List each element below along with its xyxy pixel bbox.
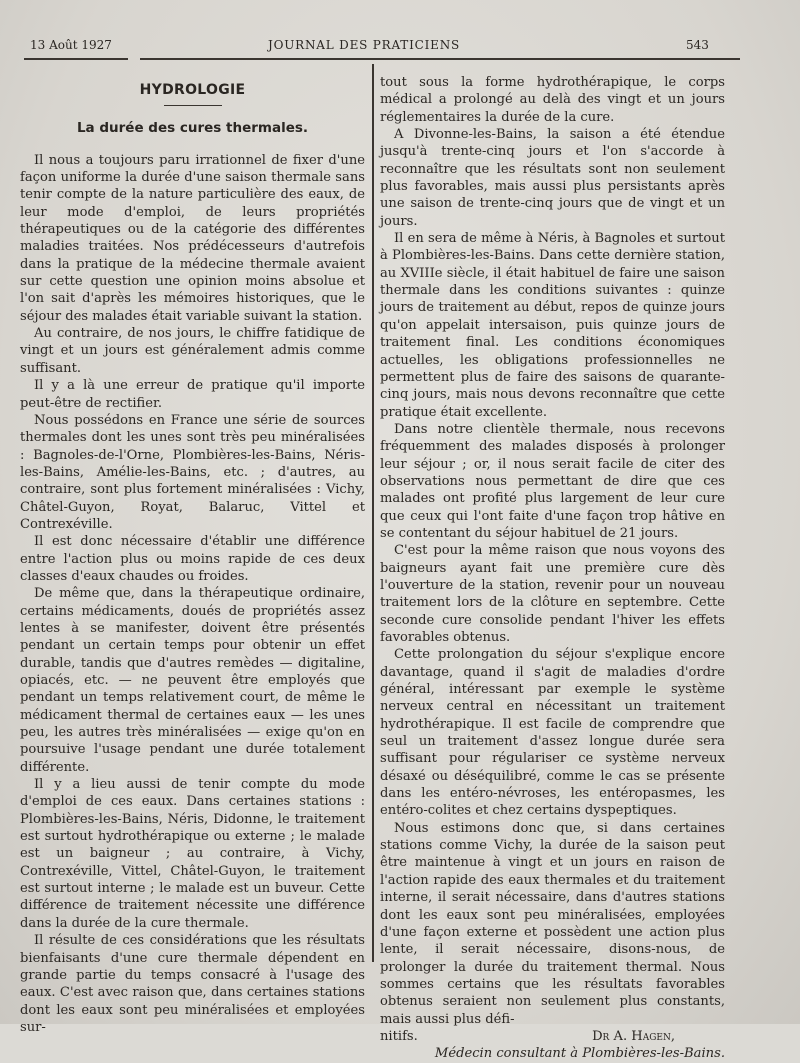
paragraph: Dans notre clientèle thermale, nous recevons fréquemment des malades disposés à prolonger leur séjour ; or, il nous serait facile de citer des observations nous permettant de dire que ces malades ont profité plus largement de leur cure que ceux qui l'ont faite d'une façon trop hâtive en se contentant du séjour habituel de 21 jours. [380,421,725,541]
paragraph: Nous possédons en France une série de sources thermales dont les unes sont très peu minéralisées : Bagnoles-de-l'Orne, Plombières-les-Bains, Néris-les-Bains, Amélie-les-Bains, etc. ; d'autres, au contraire, sont plus fortement minéralisées : Vichy, Châtel-Guyon, Royat, Balaruc, Vittel et Contrexéville. [20,412,365,532]
left-column [20,82,365,1036]
paragraph: Il est donc nécessaire d'établir une différence entre l'action plus ou moins rapide de ces deux classes d'eaux chaudes ou froides. [20,534,365,584]
running-head [30,34,730,54]
header-rule [140,58,740,60]
paragraph: C'est pour la même raison que nous voyons des baigneurs ayant fait une première cure dès l'ouverture de la station, revenir pour un nouveau traitement lors de la clôture en septembre. Cette seconde cure consolide pendant l'hiver les effets favorables obtenus. [380,543,725,645]
paragraph: Il nous a toujours paru irrationnel de fixer d'une façon uniforme la durée d'une saison thermale sans tenir compte de la nature particulière des eaux, de leur mode d'emploi, de leurs propriétés thérapeutiques ou de la catégorie des différentes maladies traitées. Nos prédécesseurs d'autrefois dans la pratique de la médecine thermale avaient sur cette question une opinion moins absolue et l'on sait d'après les mémoires historiques, que le séjour des malades était variable suivant la station. [20,152,365,324]
right-column [380,74,725,1063]
paragraph: Il résulte de ces considérations que les résultats bienfaisants d'une cure thermale dépendent en grande partie du temps consacré à l'usage des eaux. C'est avec raison que, dans certaines stations dont les eaux sont peu minéralisées et employées sur- [20,933,365,1035]
paragraph: Il y a là une erreur de pratique qu'il importe peut-être de rectifier. [20,378,365,411]
column-divider [372,64,374,962]
section-heading: HYDROLOGIE [139,82,246,98]
header-date: 13 Août 1927 [30,38,112,52]
page-number: 543 [686,38,709,52]
paragraph: Nous estimons donc que, si dans certaines stations comme Vichy, la durée de la saison peut être maintenue à vingt et un jours en raison de l'action rapide des eaux thermales et du traitement interne, il serait nécessaire, dans d'autres stations dont les eaux sont peu minéralisées, employées d'une façon externe et possèdent une action plus lente, il serait nécessaire, disons-nous, de prolonger la durée du traitement thermal. Nous sommes certains que les résultats favorables obtenus seraient non seulement plus constants, mais aussi plus défi- [380,820,725,1027]
paragraph: Au contraire, de nos jours, le chiffre fatidique de vingt et un jours est généralement admis comme suffisant. [20,326,365,376]
paragraph: Cette prolongation du séjour s'explique encore davantage, quand il s'agit de maladies d'ordre général, intéressant par exemple le système nerveux central en nécessitant un traitement hydrothérapique. Il est facile de comprendre que seul un traitement d'assez longue durée sera suffisant pour régulariser ce système nerveux désaxé ou déséquilibré, comme le cas se présente dans les entéro-névroses, les entéropasmes, les entéro-colites et chez certains dyspeptiques. [380,647,725,819]
paragraph: A Divonne-les-Bains, la saison a été étendue jusqu'à trente-cinq jours et l'on s'accorde à reconnaître que les résultats sont non seulement plus favorables, mais aussi plus persistants après une saison de trente-cinq jours que de vingt et un jours. [380,127,725,229]
closing-word: nitifs. [380,1028,418,1044]
continued-paragraph: tout sous la forme hydrothérapique, le corps médical a prolongé au delà des vingt et un jours réglementaires la durée de la cure. [380,75,725,125]
header-rule-left [24,58,128,60]
section-underline [164,105,222,106]
article-title: La durée des cures thermales. [76,120,309,137]
paragraph: Il y a lieu aussi de tenir compte du mode d'emploi de ces eaux. Dans certaines stations : Plombières-les-Bains, Néris, Didonne, le traitement est surtout hydrothérapique ou externe ; le malade est un baigneur ; au contraire, à Vichy, Contrexéville, Vittel, Châtel-Guyon, le traitement est surtout interne ; le malade est un buveur. Cette différence de traitement nécessite une différence dans la durée de la cure thermale. [20,777,365,931]
author-affiliation: Médecin consultant à Plombières-les-Bains. [434,1046,725,1062]
signature-line [380,1028,725,1045]
author-name: Dr A. Hagen, [592,1028,675,1044]
paragraph: De même que, dans la thérapeutique ordinaire, certains médicaments, doués de propriétés assez lentes à se manifester, doivent être présentés pendant un certain temps pour obtenir un effet durable, tandis que d'autres remèdes — digitaline, opiacés, etc. — ne peuvent être employés que pendant un temps relativement court, de même le médicament thermal de certaines eaux — les unes peu, les autres très minéralisées — exige qu'on en poursuive l'usage pendant une durée totalement différente. [20,586,365,775]
journal-title: JOURNAL DES PRATICIENS [268,38,461,52]
paragraph: Il en sera de même à Néris, à Bagnoles et surtout à Plombières-les-Bains. Dans cette dernière station, au XVIIIe siècle, il était habituel de faire une saison thermale dans les conditions suivantes : quinze jours de traitement au début, repos de quinze jours qu'on appelait intersaison, puis quinze jours de traitement final. Les conditions économiques actuelles, les obligations professionnelles ne permettent plus de faire des saisons de quarante-cinq jours, mais nous devons reconnaître que cette pratique était excellente. [380,231,725,420]
